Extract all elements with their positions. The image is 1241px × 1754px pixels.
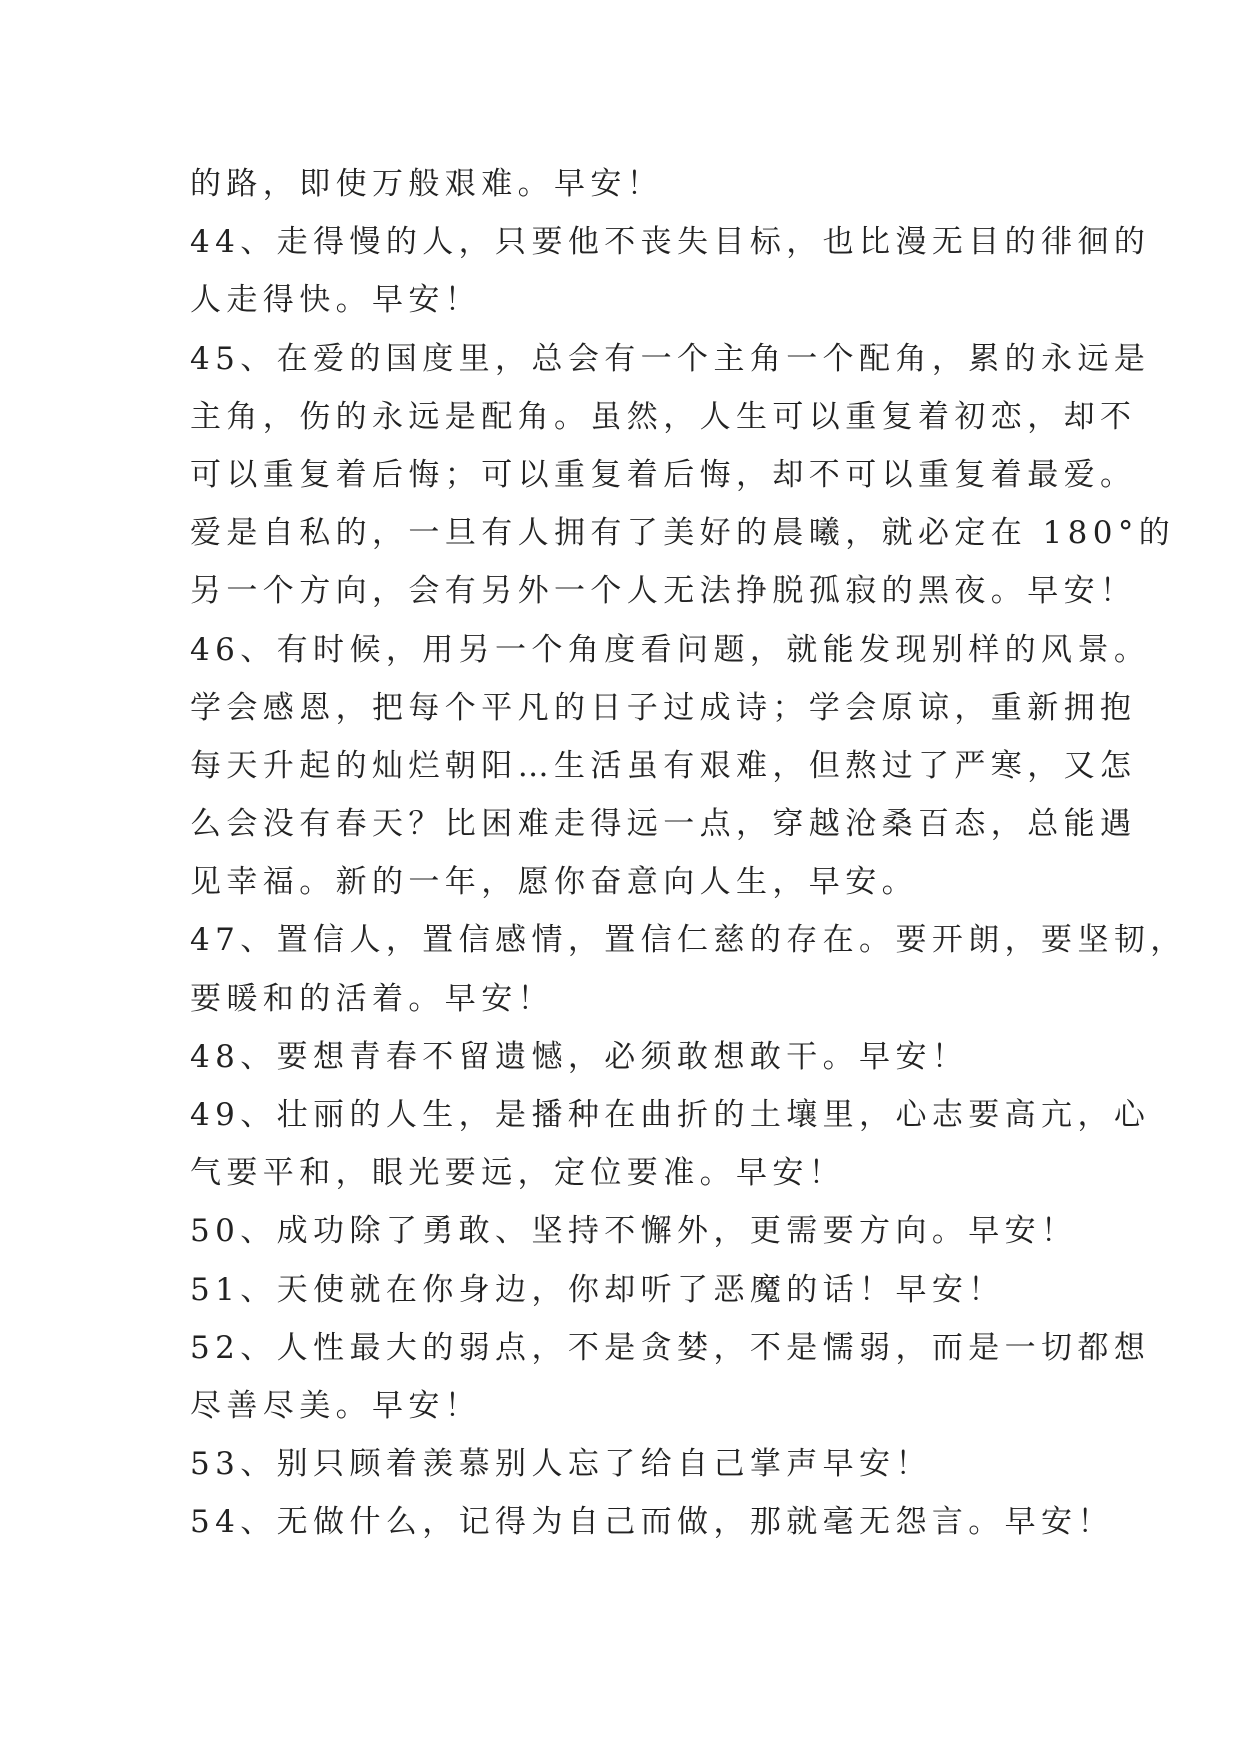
body-text [190, 155, 1187, 1552]
text-line: 46、有时候，用另一个角度看问题，就能发现别样的风景。 [190, 631, 1151, 668]
text-line: 爱是自私的，一旦有人拥有了美好的晨曦，就必定在 180°的 [190, 515, 1176, 552]
text-line: 50、成功除了勇敢、坚持不懈外，更需要方向。早安！ [190, 1213, 1078, 1250]
text-line: 51、天使就在你身边，你却听了恶魔的话！早安！ [190, 1271, 1005, 1308]
text-line: 52、人性最大的弱点，不是贪婪，不是懦弱，而是一切都想 [190, 1329, 1151, 1366]
text-line: 49、壮丽的人生，是播种在曲折的土壤里，心志要高亢，心 [190, 1097, 1151, 1133]
text-line: 每天升起的灿烂朝阳…生活虽有艰难，但熬过了严寒，又怎 [190, 747, 1137, 784]
text-line: 44、走得慢的人，只要他不丧失目标，也比漫无目的徘徊的 [190, 224, 1151, 261]
text-line: 见幸福。新的一年，愿你奋意向人生，早安。 [190, 864, 918, 901]
text-line: 另一个方向，会有另外一个人无法挣脱孤寂的黑夜。早安！ [190, 573, 1137, 610]
text-line: 48、要想青春不留遗憾，必须敢想敢干。早安！ [190, 1038, 969, 1075]
text-line: 么会没有春天？比困难走得远一点，穿越沧桑百态，总能遇 [190, 806, 1137, 843]
text-line: 要暖和的活着。早安！ [190, 980, 554, 1017]
text-line: 54、无做什么，记得为自己而做，那就毫无怨言。早安！ [190, 1504, 1114, 1541]
text-line: 的路，即使万般艰难。早安！ [190, 166, 664, 202]
text-line: 45、在爱的国度里，总会有一个主角一个配角，累的永远是 [190, 340, 1151, 377]
text-line: 47、置信人，置信感情，置信仁慈的存在。要开朗，要坚韧， [190, 922, 1187, 959]
text-line: 学会感恩，把每个平凡的日子过成诗；学会原谅，重新拥抱 [190, 689, 1137, 726]
text-line: 可以重复着后悔；可以重复着后悔，却不可以重复着最爱。 [190, 456, 1137, 493]
text-line: 人走得快。早安！ [190, 282, 482, 319]
text-line: 气要平和，眼光要远，定位要准。早安！ [190, 1155, 846, 1192]
text-line: 53、别只顾着羡慕别人忘了给自己掌声早安！ [190, 1446, 932, 1483]
text-line: 主角，伤的永远是配角。虽然，人生可以重复着初恋，却不 [190, 398, 1137, 435]
text-line: 尽善尽美。早安！ [190, 1387, 482, 1424]
